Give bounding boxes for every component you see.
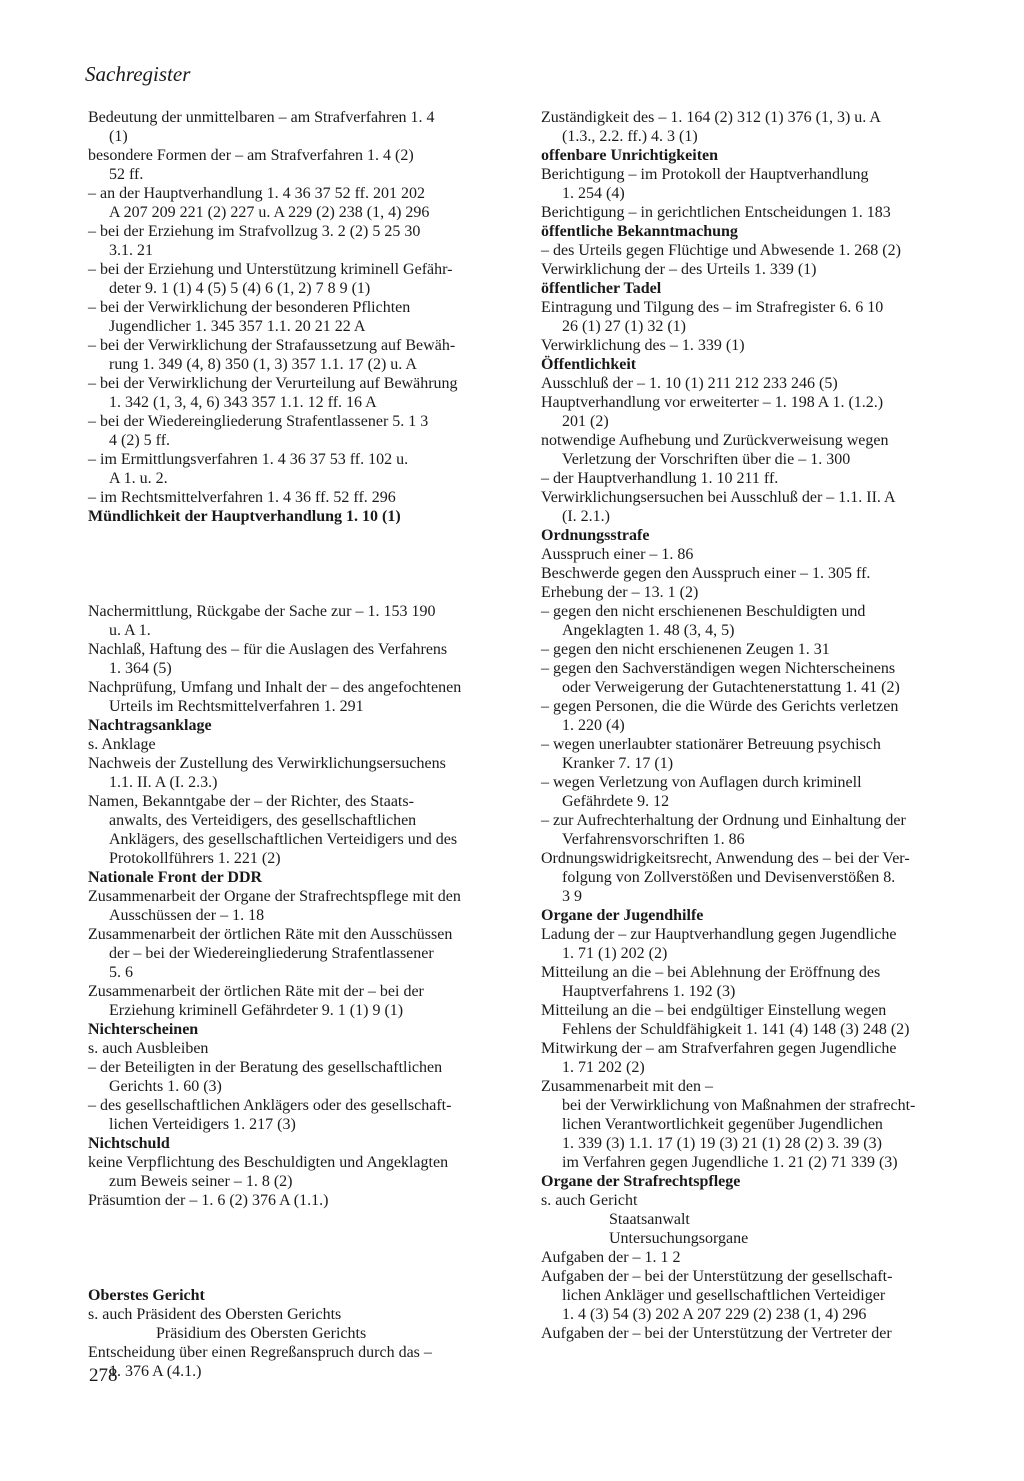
index-line: 201 (2) [562,413,609,430]
index-line: rung 1. 349 (4, 8) 350 (1, 3) 357 1.1. 17 (2) u. A [109,356,417,373]
index-line: – bei der Verwirklichung der Verurteilung auf Bewährung [88,375,458,392]
index-line: Zusammenarbeit der Organe der Strafrechtspflege mit den [88,888,461,905]
index-line: (1) [109,128,128,145]
index-line: Gefährdete 9. 12 [562,793,670,810]
index-headword: öffentlicher Tadel [541,280,662,297]
index-line: – an der Hauptverhandlung 1. 4 36 37 52 ff. 201 202 [88,185,425,202]
index-line: – wegen unerlaubter stationärer Betreuung psychisch [541,736,881,753]
index-line: A 207 209 221 (2) 227 u. A 229 (2) 238 (1, 4) 296 [109,204,430,221]
index-line: 1.1. II. A (I. 2.3.) [109,774,218,791]
index-line: oder Verweigerung der Gutachtenerstattung 1. 41 (2) [562,679,900,696]
index-line: (1.3., 2.2. ff.) 4. 3 (1) [562,128,698,145]
running-header: Sachregister [85,62,191,86]
index-line: Namen, Bekanntgabe der – der Richter, des Staats- [88,793,414,810]
index-line: Jugendlicher 1. 345 357 1.1. 20 21 22 A [109,318,366,335]
index-line: anwalts, des Verteidigers, des gesellschaftlichen [109,812,417,829]
index-line: 3.1. 21 [109,242,153,259]
index-line: s. Anklage [88,736,156,753]
index-line: Verwirklichung des – 1. 339 (1) [541,337,745,354]
index-line: Zusammenarbeit mit den – [541,1078,713,1095]
index-line: Zuständigkeit des – 1. 164 (2) 312 (1) 376 (1, 3) u. A [541,109,881,126]
index-line: Beschwerde gegen den Ausspruch einer – 1. 305 ff. [541,565,871,582]
section-gap [88,1229,520,1248]
index-line: – gegen den nicht erschienenen Zeugen 1. 31 [541,641,830,658]
index-line: Ordnungswidrigkeitsrecht, Anwendung des – bei der Ver- [541,850,910,867]
index-line: Zusammenarbeit der örtlichen Räte mit den Ausschüssen [88,926,453,943]
index-line: 1. 254 (4) [562,185,625,202]
index-line: Entscheidung über einen Regreßanspruch durch das – [88,1344,432,1361]
index-line: Aufgaben der – bei der Unterstützung der gesellschaft- [541,1268,893,1285]
index-line: 1. 220 (4) [562,717,625,734]
index-line: – des Urteils gegen Flüchtige und Abwesende 1. 268 (2) [541,242,901,259]
index-line: 1. 364 (5) [109,660,172,677]
index-line: – des gesellschaftlichen Anklägers oder des gesellschaft- [88,1097,452,1114]
index-headword: Organe der Jugendhilfe [541,907,704,924]
index-headword: Organe der Strafrechtspflege [541,1173,741,1190]
index-line: der – bei der Wiedereingliederung Strafentlassener [109,945,434,962]
index-line: (I. 2.1.) [562,508,610,525]
index-line: Präsumtion der – 1. 6 (2) 376 A (1.1.) [88,1192,329,1209]
section-gap [88,1210,520,1229]
page-number: 278 [89,1365,118,1386]
index-line: notwendige Aufhebung und Zurückverweisung wegen [541,432,889,449]
index-line: folgung von Zollverstößen und Devisenverstößen 8. [562,869,896,886]
index-line: 1. 4 (3) 54 (3) 202 A 207 229 (2) 238 (1, 4) 296 [562,1306,867,1323]
section-gap [88,545,520,564]
index-line: Präsidium des Obersten Gerichts [156,1325,367,1342]
index-headword: Nichterscheinen [88,1021,199,1038]
index-line: Hauptverhandlung vor erweiterter – 1. 198 A 1. (1.2.) [541,394,884,411]
index-line: Nachweis der Zustellung des Verwirklichungsersuchens [88,755,446,772]
index-line: – gegen den Sachverständigen wegen Nichterscheinens [541,660,896,677]
index-headword: Ordnungsstrafe [541,527,650,544]
index-line: – gegen Personen, die die Würde des Gerichts verletzen [541,698,899,715]
index-line: Nachermittlung, Rückgabe der Sache zur – 1. 153 190 [88,603,436,620]
index-line: – der Hauptverhandlung 1. 10 211 ff. [541,470,779,487]
index-line: 52 ff. [109,166,144,183]
index-line: – gegen den nicht erschienenen Beschuldigten und [541,603,866,620]
index-line: – bei der Erziehung im Strafvollzug 3. 2 (2) 5 25 30 [88,223,421,240]
index-line: Kranker 7. 17 (1) [562,755,674,772]
index-line: lichen Verteidigers 1. 217 (3) [109,1116,296,1133]
index-line: Untersuchungsorgane [609,1230,749,1247]
index-line: – bei der Wiedereingliederung Strafentlassener 5. 1 3 [88,413,429,430]
index-line: Angeklagten 1. 48 (3, 4, 5) [562,622,735,639]
index-line: s. auch Präsident des Obersten Gerichts [88,1306,342,1323]
index-headword: Nationale Front der DDR [88,869,263,886]
index-line: – im Rechtsmittelverfahren 1. 4 36 ff. 52 ff. 296 [88,489,396,506]
index-headword: Mündlichkeit der Hauptverhandlung 1. 10 (1) [88,508,401,525]
index-line: 5. 6 [109,964,133,981]
index-headword: öffentliche Bekanntmachung [541,223,738,240]
index-line: Anklägers, des gesellschaftlichen Verteidigers und des [109,831,458,848]
index-line: 26 (1) 27 (1) 32 (1) [562,318,686,335]
index-line: im Verfahren gegen Jugendliche 1. 21 (2) 71 339 (3) [562,1154,898,1171]
index-line: – wegen Verletzung von Auflagen durch kriminell [541,774,862,791]
index-line: – der Beteiligten in der Beratung des gesellschaftlichen [88,1059,443,1076]
index-line: zum Beweis seiner – 1. 8 (2) [109,1173,293,1190]
index-line: Eintragung und Tilgung des – im Strafregister 6. 6 10 [541,299,884,316]
index-line: Erziehung kriminell Gefährdeter 9. 1 (1) 9 (1) [109,1002,404,1019]
index-line: lichen Ankläger und gesellschaftlichen Verteidiger [562,1287,886,1304]
index-line: 1. 339 (3) 1.1. 17 (1) 19 (3) 21 (1) 28 (2) 3. 39 (3) [562,1135,882,1152]
index-line: 1. 376 A (4.1.) [109,1363,202,1380]
index-line: Staatsanwalt [609,1211,690,1228]
index-line: 3 9 [562,888,582,905]
index-line: 1. 71 202 (2) [562,1059,645,1076]
index-line: – im Ermittlungsverfahren 1. 4 36 37 53 ff. 102 u. [88,451,409,468]
index-line: Gerichts 1. 60 (3) [109,1078,222,1095]
index-line: – bei der Verwirklichung der besonderen Pflichten [88,299,411,316]
index-headword: Nachtragsanklage [88,717,212,734]
section-gap [88,564,520,583]
index-line: besondere Formen der – am Strafverfahren 1. 4 (2) [88,147,414,164]
index-headword: Nichtschuld [88,1135,170,1152]
index-line: – zur Aufrechterhaltung der Ordnung und Einhaltung der [541,812,906,829]
index-line: Berichtigung – in gerichtlichen Entscheidungen 1. 183 [541,204,891,221]
index-line: Ausschluß der – 1. 10 (1) 211 212 233 246 (5) [541,375,838,392]
index-line: 1. 342 (1, 3, 4, 6) 343 357 1.1. 12 ff. 16 A [109,394,377,411]
section-gap [88,1248,520,1267]
index-line: A 1. u. 2. [109,470,168,487]
index-line: 1. 71 (1) 202 (2) [562,945,668,962]
index-line: Berichtigung – im Protokoll der Hauptverhandlung [541,166,869,183]
index-line: Ladung der – zur Hauptverhandlung gegen Jugendliche [541,926,897,943]
index-line: Verwirklichung der – des Urteils 1. 339 (1) [541,261,817,278]
index-line: Aufgaben der – bei der Unterstützung der Vertreter der [541,1325,892,1342]
index-line: Verwirklichungsersuchen bei Ausschluß der – 1.1. II. A [541,489,896,506]
index-line: Hauptverfahrens 1. 192 (3) [562,983,736,1000]
index-line: u. A 1. [109,622,151,639]
index-column-right [541,108,981,1343]
index-line: s. auch Ausbleiben [88,1040,209,1057]
index-line: Zusammenarbeit der örtlichen Räte mit der – bei der [88,983,424,1000]
index-headword: Öffentlichkeit [541,356,637,373]
index-line: keine Verpflichtung des Beschuldigten und Angeklagten [88,1154,449,1171]
index-line: – bei der Verwirklichung der Strafaussetzung auf Bewäh- [88,337,456,354]
index-line: Mitwirkung der – am Strafverfahren gegen Jugendliche [541,1040,897,1057]
index-line: Mitteilung an die – bei Ablehnung der Eröffnung des [541,964,881,981]
section-gap [88,526,520,545]
index-line: Protokollführers 1. 221 (2) [109,850,281,867]
index-line: Urteils im Rechtsmittelverfahren 1. 291 [109,698,364,715]
index-line: deter 9. 1 (1) 4 (5) 5 (4) 6 (1, 2) 7 8 9 (1) [109,280,371,297]
index-line: Bedeutung der unmittelbaren – am Strafverfahren 1. 4 [88,109,435,126]
index-line: Ausspruch einer – 1. 86 [541,546,694,563]
section-gap [88,1267,520,1286]
section-gap [88,583,520,602]
index-line: s. auch Gericht [541,1192,638,1209]
index-line: bei der Verwirklichung von Maßnahmen der strafrecht- [562,1097,916,1114]
index-line: Erhebung der – 13. 1 (2) [541,584,699,601]
index-headword: Oberstes Gericht [88,1287,205,1304]
index-line: – bei der Erziehung und Unterstützung kriminell Gefähr- [88,261,453,278]
index-line: Ausschüssen der – 1. 18 [109,907,265,924]
index-line: Nachlaß, Haftung des – für die Auslagen des Verfahrens [88,641,448,658]
index-line: lichen Verantwortlichkeit gegenüber Jugendlichen [562,1116,883,1133]
index-line: Fehlens der Schuldfähigkeit 1. 141 (4) 148 (3) 248 (2) [562,1021,910,1038]
index-line: Verletzung der Vorschriften über die – 1. 300 [562,451,851,468]
index-line: Nachprüfung, Umfang und Inhalt der – des angefochtenen [88,679,462,696]
index-line: 4 (2) 5 ff. [109,432,171,449]
index-headword: offenbare Unrichtigkeiten [541,147,719,164]
index-line: Verfahrensvorschriften 1. 86 [562,831,745,848]
index-column-left [88,108,520,1381]
index-line: Aufgaben der – 1. 1 2 [541,1249,681,1266]
index-line: Mitteilung an die – bei endgültiger Einstellung wegen [541,1002,887,1019]
